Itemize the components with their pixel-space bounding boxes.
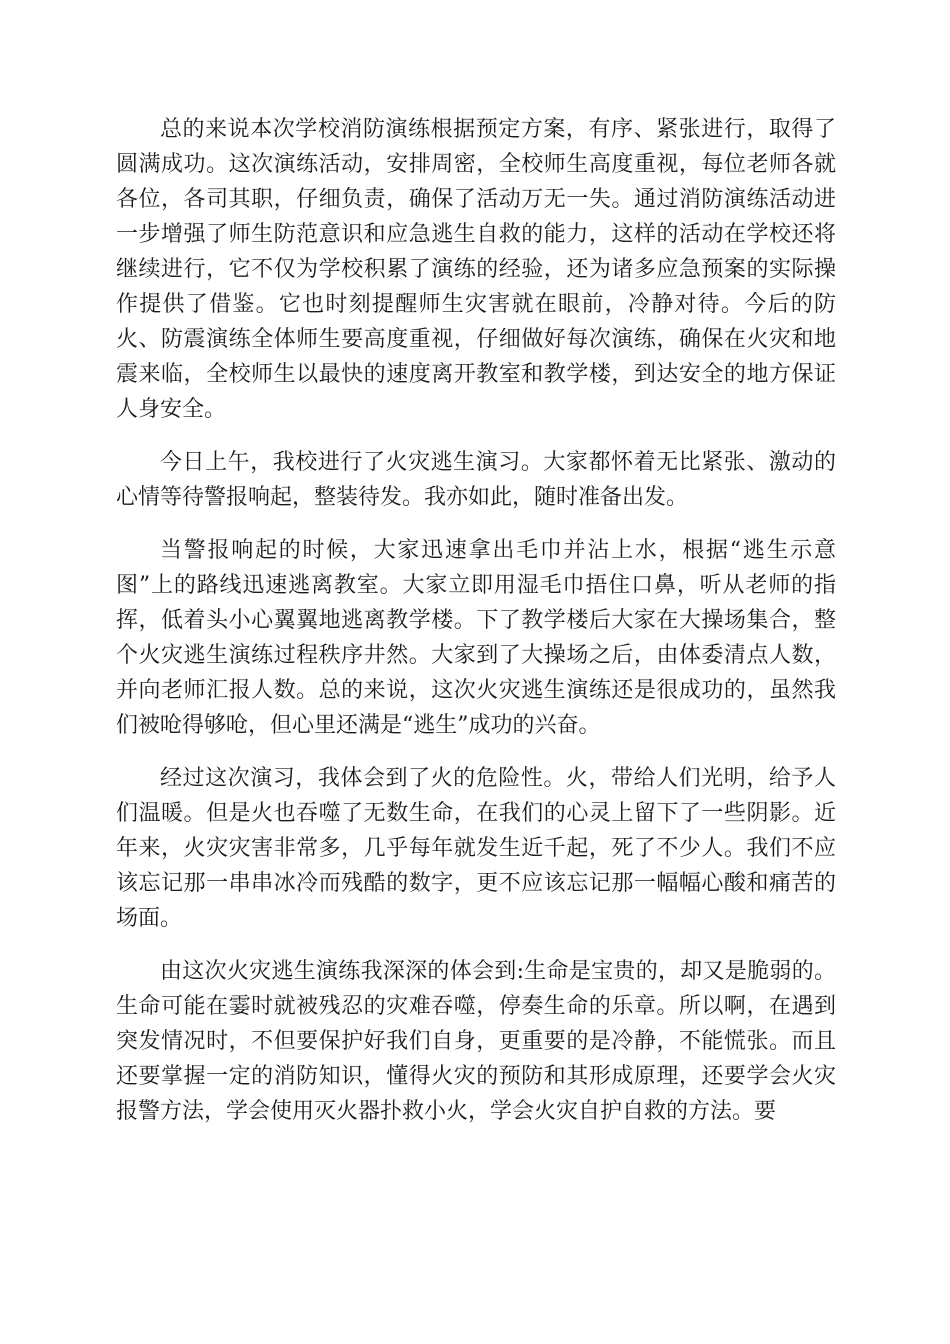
paragraph-5: 由这次火灾逃生演练我深深的体会到:生命是宝贵的，却又是脆弱的。生命可能在霎时就被残忍的灾难吞噬，停奏生命的乐章。所以啊，在遇到突发情况时，不但要保护好我们自身，更重要的是冷静，不能慌张。而且还要掌握一定的消防知识，懂得火灾的预防和其形成原理，还要学会火灾报警方法，学会使用灭火器扑救小火，学会火灾自护自救的方法。要 (116, 959, 836, 1124)
document-body (116, 112, 836, 1147)
paragraph-4: 经过这次演习，我体会到了火的危险性。火，带给人们光明，给予人们温暖。但是火也吞噬了无数生命，在我们的心灵上留下了一些阴影。近年来，火灾灾害非常多，几乎每年就发生近千起，死了不少人。我们不应该忘记那一串串冰冷而残酷的数字，更不应该忘记那一幅幅心酸和痛苦的场面。 (116, 766, 836, 931)
paragraph-1: 总的来说本次学校消防演练根据预定方案，有序、紧张进行，取得了圆满成功。这次演练活动，安排周密，全校师生高度重视，每位老师各就各位，各司其职，仔细负责，确保了活动万无一失。通过消防演练活动进一步增强了师生防范意识和应急逃生自救的能力，这样的活动在学校还将继续进行，它不仅为学校积累了演练的经验，还为诸多应急预案的实际操作提供了借鉴。它也时刻提醒师生灾害就在眼前，冷静对待。今后的防火、防震演练全体师生要高度重视，仔细做好每次演练，确保在火灾和地震来临，全校师生以最快的速度离开教室和教学楼，到达安全的地方保证人身安全。 (116, 117, 836, 422)
paragraph-3: 当警报响起的时候，大家迅速拿出毛巾并沾上水，根据“逃生示意图”上的路线迅速逃离教室。大家立即用湿毛巾捂住口鼻，听从老师的指挥，低着头小心翼翼地逃离教学楼。下了教学楼后大家在大操场集合，整个火灾逃生演练过程秩序井然。大家到了大操场之后，由体委清点人数，并向老师汇报人数。总的来说，这次火灾逃生演练还是很成功的，虽然我们被呛得够呛，但心里还满是“逃生”成功的兴奋。 (116, 538, 836, 738)
paragraph-2: 今日上午，我校进行了火灾逃生演习。大家都怀着无比紧张、激动的心情等待警报响起，整装待发。我亦如此，随时准备出发。 (116, 450, 836, 510)
